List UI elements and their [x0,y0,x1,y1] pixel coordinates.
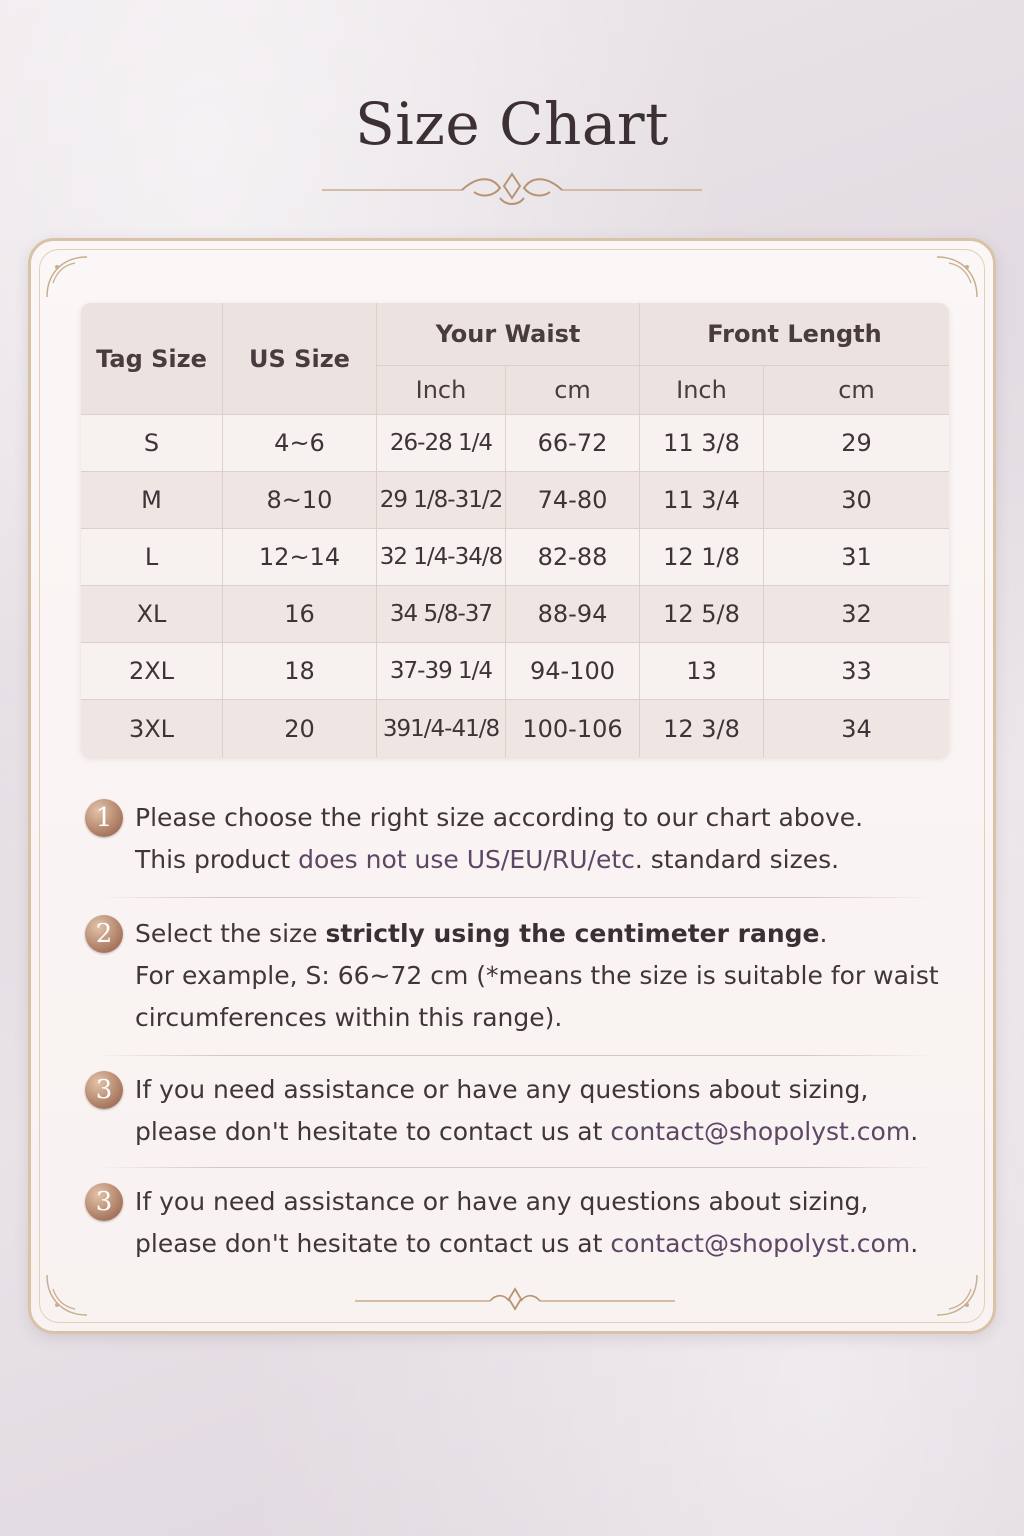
cell-waist-cm: 88-94 [506,586,640,643]
header-us-size: US Size [223,303,377,415]
header-length-cm: cm [764,366,949,415]
note-line [135,1223,945,1265]
corner-flourish-icon [43,253,91,301]
header-tag-size: Tag Size [81,303,223,415]
table-row [81,700,949,757]
cell-length-inch: 12 5/8 [640,586,764,643]
note-2 [85,913,945,1039]
cell-length-inch: 12 1/8 [640,529,764,586]
cell-waist-inch: 391/4-41/8 [377,700,506,757]
size-chart-card [28,238,996,1334]
table-row [81,472,949,529]
number-badge: 3 [85,1183,123,1221]
cell-tag-size: XL [81,586,223,643]
table-row [81,586,949,643]
divider [93,1055,937,1056]
bottom-flourish-icon [345,1283,685,1319]
note-text: please don't hesitate to contact us at [135,1117,611,1146]
cell-waist-cm: 82-88 [506,529,640,586]
contact-email-link[interactable]: contact@shopolyst.com [610,1117,911,1146]
cell-length-cm: 29 [764,415,949,472]
cell-waist-inch: 37-39 1/4 [377,643,506,700]
cell-us-size: 18 [223,643,377,700]
contact-email-link[interactable]: contact@shopolyst.com [610,1229,911,1258]
header-front-length: Front Length [640,303,949,366]
cell-us-size: 16 [223,586,377,643]
note-highlight: does not use US/EU/RU/etc [298,845,635,874]
note-4 [85,1181,945,1265]
divider [93,897,937,898]
note-line: If you need assistance or have any questions about sizing, [135,1187,869,1216]
cell-length-inch: 11 3/8 [640,415,764,472]
cell-length-cm: 33 [764,643,949,700]
cell-tag-size: L [81,529,223,586]
cell-length-inch: 13 [640,643,764,700]
table-row [81,529,949,586]
cell-waist-cm: 74-80 [506,472,640,529]
note-text: Select the size [135,919,326,948]
cell-us-size: 12~14 [223,529,377,586]
note-line: For example, S: 66~72 cm (*means the size is suitable for waist [135,961,939,990]
page-title: Size Chart [355,90,669,158]
header-length-inch: Inch [640,366,764,415]
cell-waist-inch: 34 5/8-37 [377,586,506,643]
cell-us-size: 4~6 [223,415,377,472]
note-line [135,839,945,881]
cell-length-inch: 11 3/4 [640,472,764,529]
cell-waist-cm: 66-72 [506,415,640,472]
header-waist-cm: cm [506,366,640,415]
note-bold: strictly using the centimeter range [325,919,820,948]
cell-us-size: 8~10 [223,472,377,529]
cell-waist-inch: 26-28 1/4 [377,415,506,472]
number-badge: 2 [85,915,123,953]
corner-flourish-icon [933,1271,981,1319]
corner-flourish-icon [933,253,981,301]
note-line: circumferences within this range). [135,1003,563,1032]
corner-flourish-icon [43,1271,91,1319]
note-line: If you need assistance or have any questions about sizing, [135,1075,869,1104]
cell-length-cm: 31 [764,529,949,586]
table-row [81,415,949,472]
number-badge: 1 [85,799,123,837]
note-line: Please choose the right size according to our chart above. [135,803,864,832]
note-line [135,1111,945,1153]
cell-waist-inch: 32 1/4-34/8 [377,529,506,586]
cell-length-cm: 30 [764,472,949,529]
note-3 [85,1069,945,1153]
cell-waist-cm: 100-106 [506,700,640,757]
note-line [135,913,945,955]
note-text: . [910,1117,919,1146]
title-flourish-icon [312,168,712,212]
note-1 [85,797,945,881]
note-text: This product [135,845,299,874]
cell-us-size: 20 [223,700,377,757]
size-table [81,303,949,757]
divider [93,1167,937,1168]
header-your-waist: Your Waist [377,303,640,366]
note-text: . standard sizes. [634,845,840,874]
cell-tag-size: S [81,415,223,472]
table-row [81,643,949,700]
number-badge: 3 [85,1071,123,1109]
cell-tag-size: 2XL [81,643,223,700]
note-text: . [819,919,828,948]
cell-tag-size: M [81,472,223,529]
cell-length-cm: 34 [764,700,949,757]
cell-waist-cm: 94-100 [506,643,640,700]
note-text: please don't hesitate to contact us at [135,1229,611,1258]
cell-length-inch: 12 3/8 [640,700,764,757]
cell-tag-size: 3XL [81,700,223,757]
note-text: . [910,1229,919,1258]
header-waist-inch: Inch [377,366,506,415]
cell-waist-inch: 29 1/8-31/2 [377,472,506,529]
cell-length-cm: 32 [764,586,949,643]
